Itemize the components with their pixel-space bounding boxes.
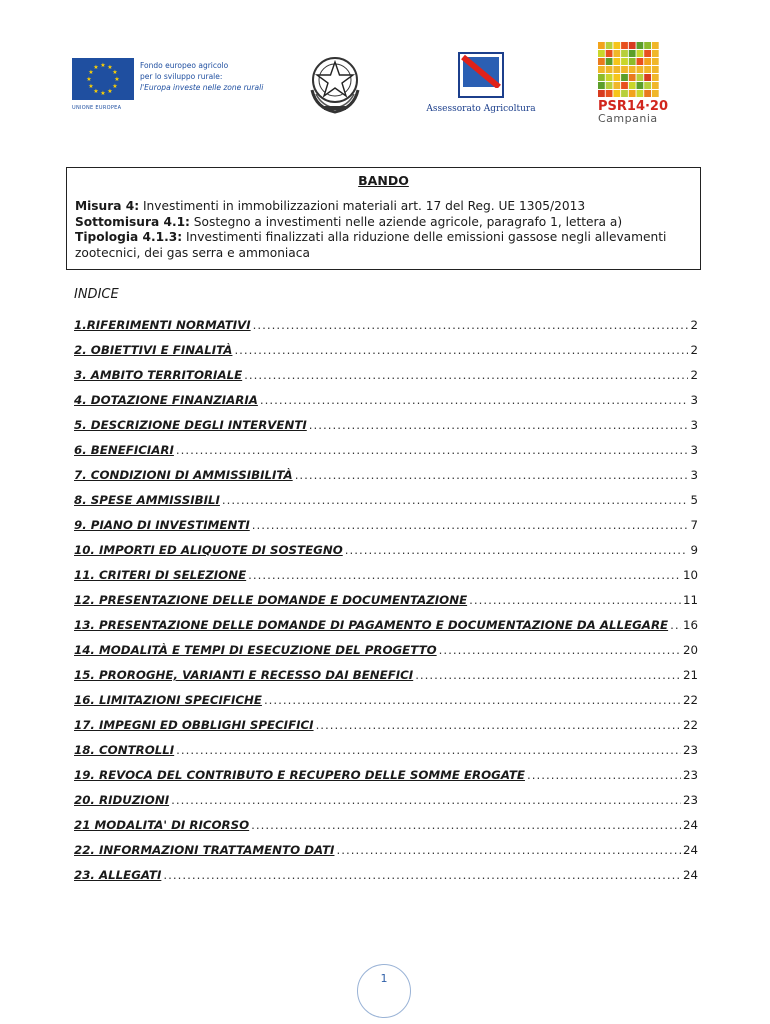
toc-entry[interactable]	[74, 868, 698, 893]
toc-entry-link[interactable]: 10. IMPORTI ED ALIQUOTE DI SOSTEGNO	[74, 543, 343, 557]
tipologia-text: Investimenti finalizzati alla riduzione delle emissioni gassose negli allevamenti zootecnici, dei gas serra e ammoniaca	[75, 230, 667, 260]
toc-entry-link[interactable]: 9. PIANO DI INVESTIMENTI	[74, 518, 250, 532]
toc-entry-link[interactable]: 20. RIDUZIONI	[74, 793, 170, 807]
toc-entry-link[interactable]: 4. DOTAZIONE FINANZIARIA	[74, 393, 258, 407]
toc-leader-dots	[163, 868, 681, 882]
toc-page-number: 2	[690, 343, 698, 357]
toc-entry[interactable]	[74, 668, 698, 693]
toc-leader-dots	[248, 568, 681, 582]
toc-entry[interactable]	[74, 468, 698, 493]
toc-page-number: 16	[682, 618, 698, 632]
svg-text:★: ★	[114, 76, 120, 83]
toc-entry-link[interactable]: 22. INFORMAZIONI TRATTAMENTO DATI	[74, 843, 335, 857]
toc-leader-dots	[234, 343, 688, 357]
toc-entry[interactable]	[74, 443, 698, 468]
toc-leader-dots	[527, 768, 681, 782]
toc-leader-dots	[345, 543, 689, 557]
toc-entry-link[interactable]: 13. PRESENTAZIONE DELLE DOMANDE DI PAGAMENTO E DOCUMENTAZIONE DA ALLEGARE	[74, 618, 669, 632]
toc-entry[interactable]	[74, 793, 698, 818]
eu-logo	[72, 58, 264, 111]
toc-leader-dots	[264, 693, 681, 707]
toc-leader-dots	[415, 668, 681, 682]
toc-leader-dots	[252, 518, 689, 532]
bando-header-box	[66, 167, 701, 270]
page-number: 1	[357, 964, 411, 1018]
toc-entry[interactable]	[74, 768, 698, 793]
sottomisura-label: Sottomisura 4.1:	[75, 214, 190, 229]
toc-entry[interactable]	[74, 843, 698, 868]
toc-page-number: 23	[682, 793, 698, 807]
toc-page-number: 9	[690, 543, 698, 557]
eu-caption: UNIONE EUROPEA	[72, 105, 122, 111]
toc-page-number: 10	[682, 568, 698, 582]
toc-entry[interactable]	[74, 343, 698, 368]
toc-leader-dots	[309, 418, 689, 432]
toc-entry-link[interactable]: 12. PRESENTAZIONE DELLE DOMANDE E DOCUMENTAZIONE	[74, 593, 468, 607]
toc-entry[interactable]	[74, 518, 698, 543]
toc-entry[interactable]	[74, 718, 698, 743]
toc-page-number: 11	[682, 593, 698, 607]
svg-text:★: ★	[112, 69, 118, 76]
logo-bar	[0, 40, 770, 130]
toc-page-number: 20	[682, 643, 698, 657]
toc-entry[interactable]	[74, 743, 698, 768]
svg-text:★: ★	[93, 64, 99, 71]
toc-entry-link[interactable]: 7. CONDIZIONI DI AMMISSIBILITÀ	[74, 468, 293, 482]
toc-entry[interactable]	[74, 593, 698, 618]
toc-entry-link[interactable]: 17. IMPEGNI ED OBBLIGHI SPECIFICI	[74, 718, 314, 732]
toc-entry-link[interactable]: 21 MODALITA' DI RICORSO	[74, 818, 250, 832]
svg-text:★: ★	[93, 88, 99, 95]
toc-page-number: 24	[682, 843, 698, 857]
misura-text: Investimenti in immobilizzazioni materiali art. 17 del Reg. UE 1305/2013	[139, 199, 586, 213]
toc-entry[interactable]	[74, 818, 698, 843]
toc-entry[interactable]	[74, 318, 698, 343]
toc-entry-link[interactable]: 18. CONTROLLI	[74, 743, 175, 757]
eu-text-line2: per lo sviluppo rurale:	[140, 72, 223, 81]
toc-leader-dots	[316, 718, 681, 732]
toc-entry[interactable]	[74, 418, 698, 443]
toc-page-number: 24	[682, 818, 698, 832]
toc-leader-dots	[260, 393, 689, 407]
toc-entry-link[interactable]: 15. PROROGHE, VARIANTI E RECESSO DAI BENEFICI	[74, 668, 414, 682]
toc-page-number: 3	[690, 443, 698, 457]
sottomisura-line	[75, 215, 692, 231]
svg-text:★: ★	[100, 90, 106, 97]
toc-page-number: 24	[682, 868, 698, 882]
toc-leader-dots	[176, 743, 681, 757]
table-of-contents	[74, 318, 698, 893]
toc-leader-dots	[670, 618, 681, 632]
toc-page-number: 22	[682, 718, 698, 732]
eu-text-line1: Fondo europeo agricolo	[140, 61, 229, 70]
toc-entry-link[interactable]: 8. SPESE AMMISSIBILI	[74, 493, 220, 507]
toc-page-number: 3	[690, 468, 698, 482]
toc-leader-dots	[176, 443, 689, 457]
tipologia-line	[75, 230, 692, 261]
svg-text:★: ★	[100, 62, 106, 69]
toc-entry[interactable]	[74, 493, 698, 518]
psr-logo	[598, 42, 669, 125]
campania-label: Assessorato Agricoltura	[426, 104, 536, 114]
svg-text:★: ★	[112, 83, 118, 90]
italian-emblem-icon	[302, 50, 368, 116]
svg-text:★: ★	[107, 88, 113, 95]
toc-leader-dots	[253, 318, 689, 332]
toc-entry[interactable]	[74, 393, 698, 418]
toc-page-number: 3	[690, 393, 698, 407]
toc-entry-link[interactable]: 16. LIMITAZIONI SPECIFICHE	[74, 693, 262, 707]
toc-leader-dots	[439, 643, 681, 657]
toc-page-number: 22	[682, 693, 698, 707]
psr-title: PSR14·20	[598, 99, 669, 114]
misura-label: Misura 4:	[75, 199, 140, 213]
psr-mosaic-icon	[598, 42, 660, 98]
toc-page-number: 3	[690, 418, 698, 432]
misura-line	[75, 199, 692, 215]
toc-entry[interactable]	[74, 618, 698, 643]
toc-leader-dots	[336, 843, 681, 857]
toc-page-number: 2	[690, 318, 698, 332]
index-heading: INDICE	[74, 287, 119, 302]
svg-text:★: ★	[86, 76, 92, 83]
toc-leader-dots	[469, 593, 681, 607]
toc-entry-link[interactable]: 1.RIFERIMENTI NORMATIVI	[74, 318, 251, 332]
campania-shield-icon	[458, 52, 504, 98]
svg-text:★: ★	[88, 69, 94, 76]
toc-entry-link[interactable]: 2. OBIETTIVI E FINALITÀ	[74, 343, 233, 357]
toc-leader-dots	[171, 793, 681, 807]
toc-leader-dots	[222, 493, 689, 507]
tipologia-label: Tipologia 4.1.3:	[75, 230, 183, 244]
bando-title: BANDO	[358, 173, 409, 188]
sottomisura-text: Sostegno a investimenti nelle aziende agricole, paragrafo 1, lettera a)	[189, 214, 623, 229]
toc-entry-link[interactable]: 5. DESCRIZIONE DEGLI INTERVENTI	[74, 418, 307, 432]
toc-entry[interactable]	[74, 368, 698, 393]
psr-subtitle: Campania	[598, 112, 658, 125]
toc-entry[interactable]	[74, 693, 698, 718]
toc-entry-link[interactable]: 19. REVOCA DEL CONTRIBUTO E RECUPERO DELLE SOMME EROGATE	[74, 768, 525, 782]
toc-page-number: 23	[682, 743, 698, 757]
toc-leader-dots	[251, 818, 681, 832]
toc-page-number: 5	[690, 493, 698, 507]
toc-leader-dots	[295, 468, 689, 482]
toc-entry-link[interactable]: 14. MODALITÀ E TEMPI DI ESECUZIONE DEL PROGETTO	[74, 643, 437, 657]
toc-entry-link[interactable]: 3. AMBITO TERRITORIALE	[74, 368, 243, 382]
toc-entry[interactable]	[74, 643, 698, 668]
eu-flag-icon	[72, 58, 134, 100]
toc-entry-link[interactable]: 6. BENEFICIARI	[74, 443, 174, 457]
toc-page-number: 2	[690, 368, 698, 382]
toc-page-number: 21	[682, 668, 698, 682]
eu-text-line3: l'Europa investe nelle zone rurali	[140, 83, 264, 92]
svg-text:★: ★	[107, 64, 113, 71]
toc-page-number: 23	[682, 768, 698, 782]
svg-text:★: ★	[88, 83, 94, 90]
campania-logo	[420, 50, 542, 120]
toc-leader-dots	[244, 368, 688, 382]
toc-entry-link[interactable]: 11. CRITERI DI SELEZIONE	[74, 568, 247, 582]
toc-entry[interactable]	[74, 543, 698, 568]
toc-entry-link[interactable]: 23. ALLEGATI	[74, 868, 162, 882]
toc-page-number: 7	[690, 518, 698, 532]
italian-emblem	[302, 50, 368, 120]
toc-entry[interactable]	[74, 568, 698, 593]
